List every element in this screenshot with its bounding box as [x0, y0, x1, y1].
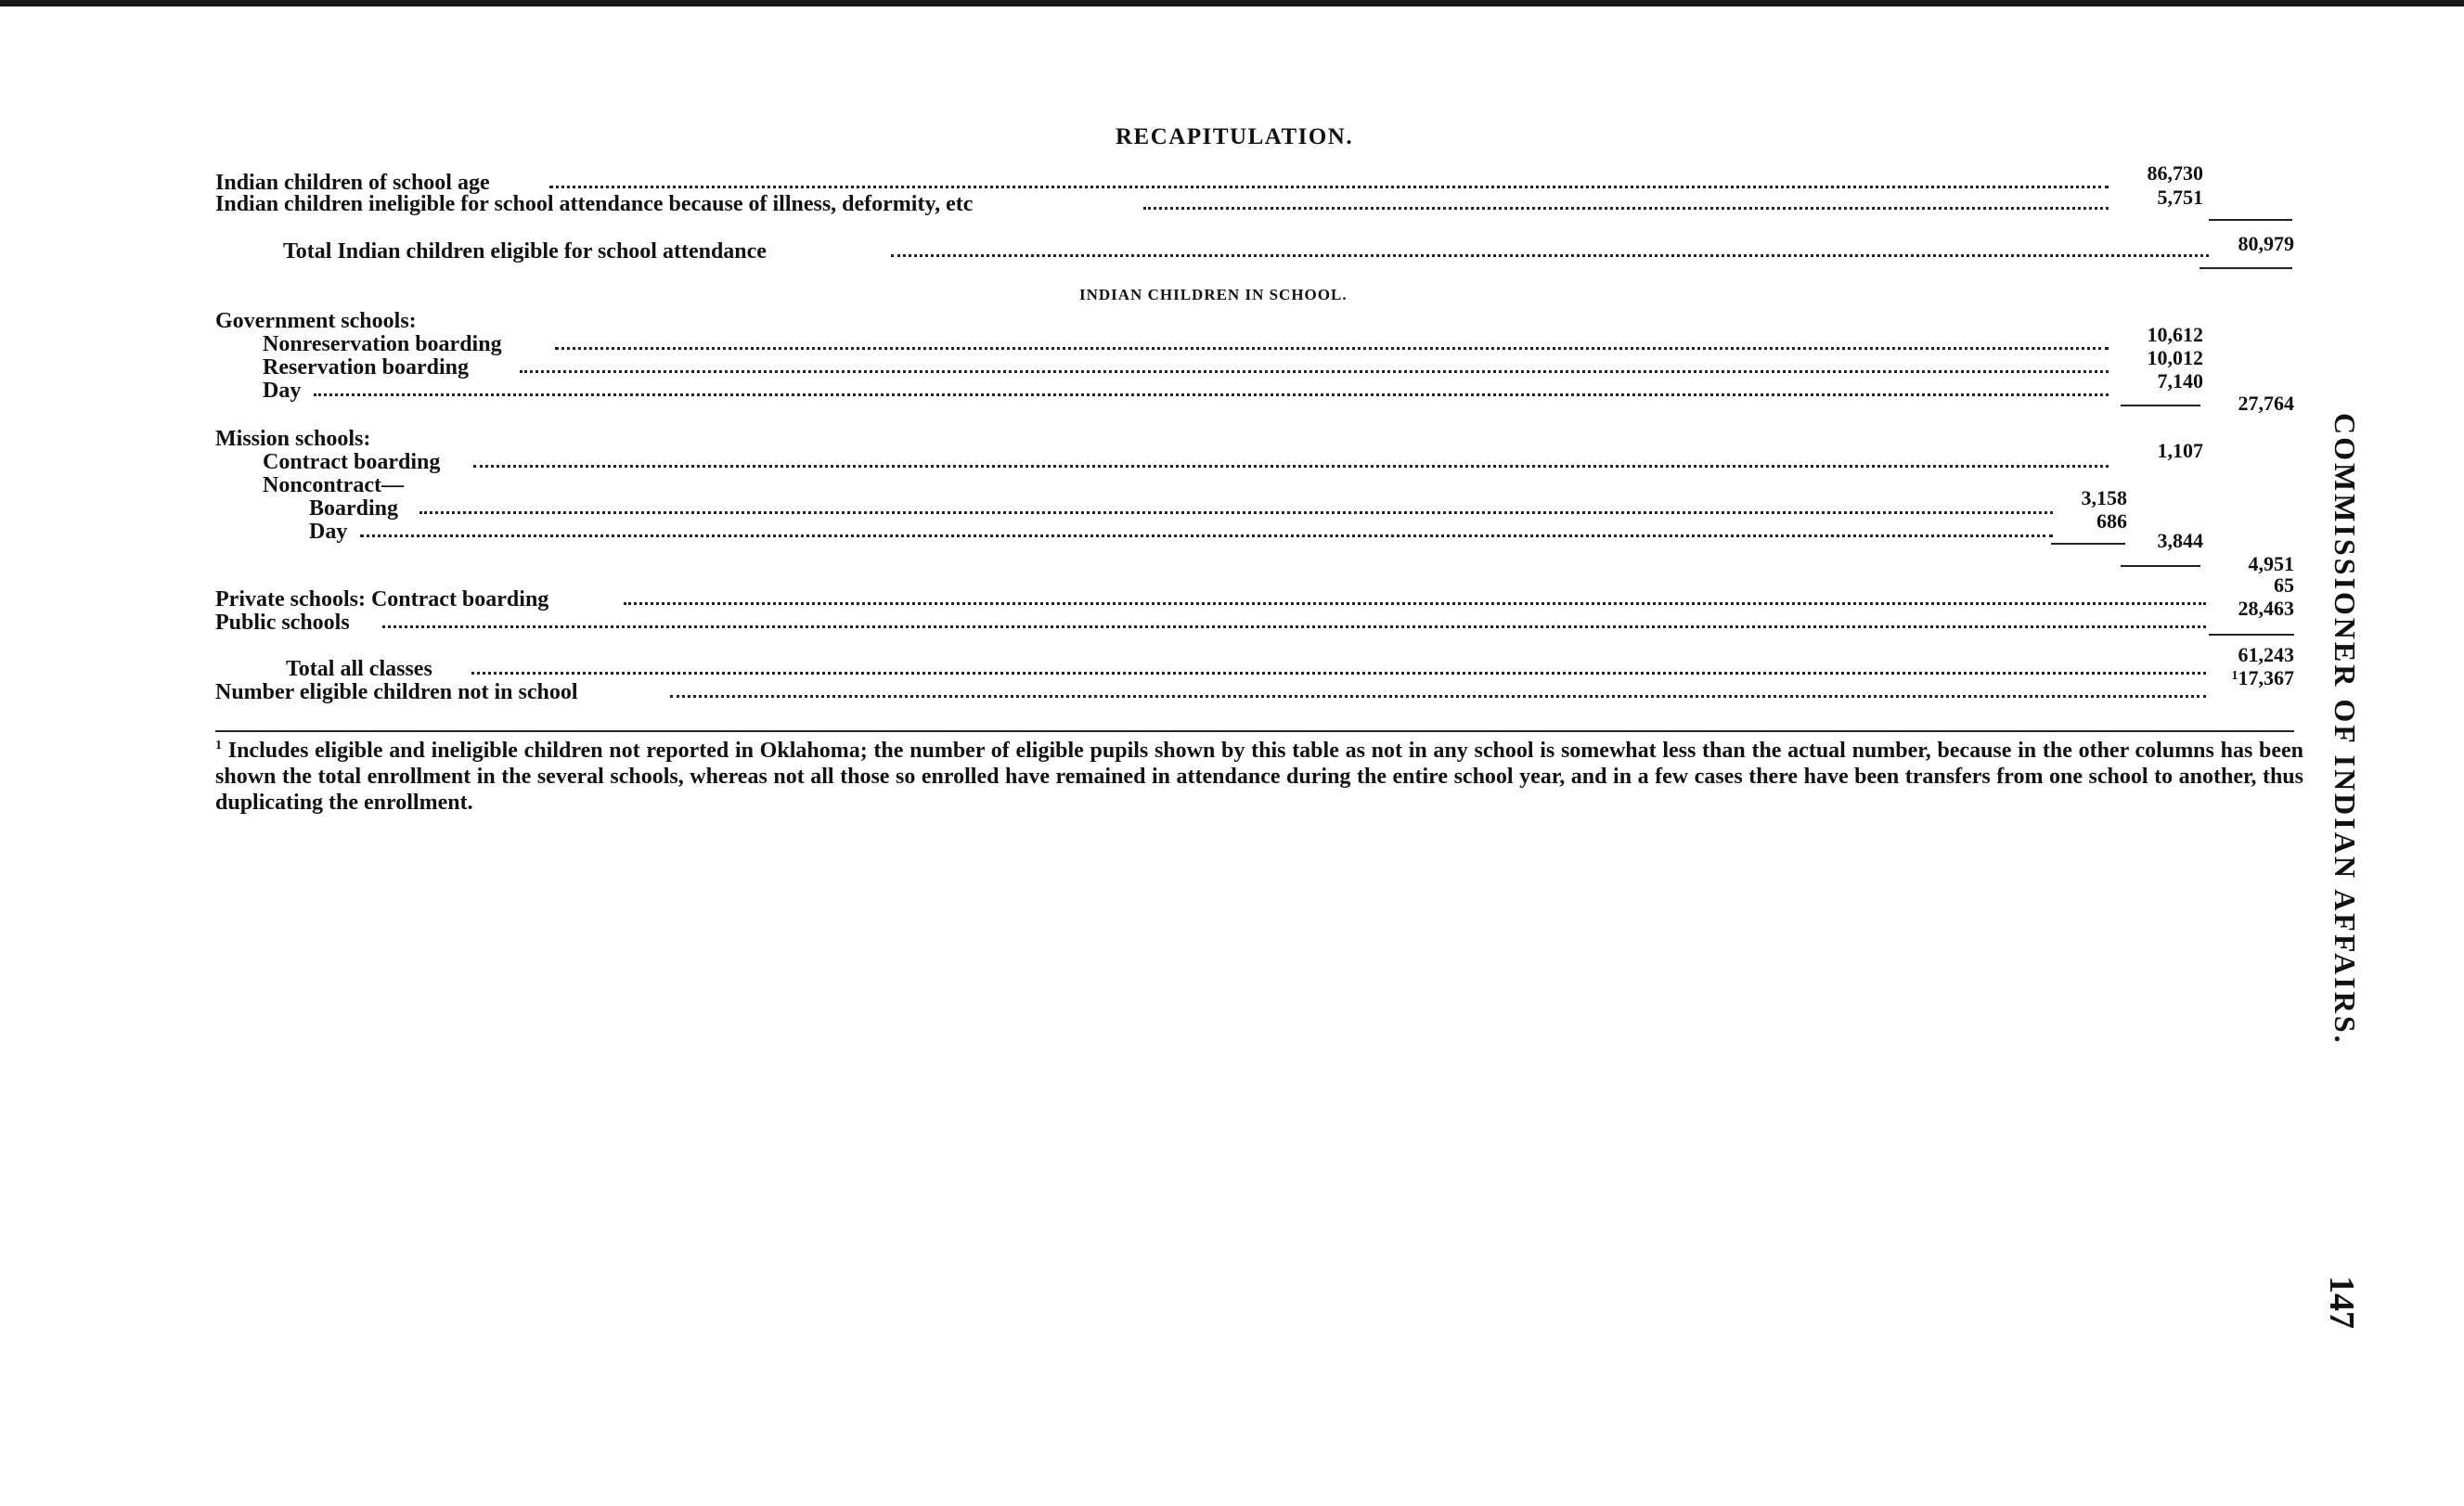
government-total: 27,764: [2238, 392, 2294, 415]
gov-day-value: 7,140: [2157, 369, 2203, 393]
footnote-marker: 1: [215, 739, 222, 753]
mission-day-value: 686: [2096, 509, 2127, 533]
mission-day-label: Day: [309, 520, 348, 544]
leader-dots: [471, 672, 2206, 675]
total-all-value: 61,243: [2238, 643, 2294, 666]
total-all-label: Total all classes: [286, 657, 432, 681]
reservation-label: Reservation boarding: [263, 355, 469, 380]
nonreservation-label: Nonreservation boarding: [263, 332, 502, 356]
contract-boarding-label: Contract boarding: [263, 450, 441, 474]
school-age-label: Indian children of school age: [215, 171, 490, 195]
mission-boarding-value: 3,158: [2081, 486, 2127, 509]
leader-dots: [520, 370, 2109, 373]
not-in-school-value-wrap: [2200, 666, 2294, 690]
total-eligible-label: Total Indian children eligible for school attendance: [283, 239, 767, 264]
ineligible-label: Indian children ineligible for school attendance because of illness, deformity, etc: [215, 192, 974, 216]
sum-rule: [2200, 267, 2292, 269]
private-label: Private schools: Contract boarding: [215, 587, 549, 611]
not-in-school-value: 17,367: [2238, 666, 2294, 689]
leader-dots: [473, 465, 2109, 468]
footnote-rule: [215, 730, 2294, 732]
leader-dots: [891, 254, 2209, 257]
ineligible-value: 5,751: [2157, 186, 2203, 209]
leader-dots: [419, 511, 2053, 514]
public-value: 28,463: [2238, 597, 2294, 620]
leader-dots: [670, 695, 2206, 698]
school-age-value: 86,730: [2147, 161, 2203, 185]
page-number: 147: [2322, 1276, 2361, 1329]
noncontract-total: 3,844: [2157, 529, 2203, 552]
leader-dots: [624, 602, 2206, 605]
sum-rule: [2209, 634, 2294, 636]
page-title: RECAPITULATION.: [1116, 124, 1354, 149]
mission-total: 4,951: [2248, 552, 2294, 575]
leader-dots: [382, 625, 2206, 628]
leader-dots: [1143, 207, 2109, 210]
nonreservation-value: 10,612: [2147, 323, 2203, 346]
mission-boarding-label: Boarding: [309, 496, 399, 521]
footnote-text: Includes eligible and ineligible children not reported in Oklahoma; the number of eligible pupils shown by this table as not in any school is somewhat less than the actual number, because in the other columns has been shown the total enrollment in the several schools, whereas not all those so enrolled have remained in attendance during the entire school year, and in a few cases there have been transfers from one school to another, thus duplicating the enrollment.: [215, 739, 2304, 815]
mission-heading: Mission schools:: [215, 427, 371, 451]
public-label: Public schools: [215, 611, 350, 635]
footnote: [215, 733, 2303, 816]
total-eligible-value: 80,979: [2238, 232, 2294, 255]
sum-rule: [2121, 405, 2200, 406]
gov-day-label: Day: [263, 379, 302, 403]
section-subheading: INDIAN CHILDREN IN SCHOOL.: [1079, 286, 1348, 303]
leader-dots: [555, 347, 2109, 350]
contract-boarding-value: 1,107: [2157, 439, 2203, 462]
reservation-value: 10,012: [2147, 346, 2203, 369]
private-value: 65: [2274, 573, 2294, 597]
sum-rule: [2121, 565, 2200, 567]
scan-top-edge: [0, 0, 2464, 6]
running-head: COMMISSIONER OF INDIAN AFFAIRS.: [2329, 413, 2362, 1046]
sum-rule: [2051, 543, 2125, 545]
not-in-school-label: Number eligible children not in school: [215, 680, 578, 704]
government-heading: Government schools:: [215, 309, 417, 333]
footnote-ref: 1: [2231, 669, 2238, 683]
leader-dots: [314, 393, 2109, 396]
sum-rule: [2209, 219, 2292, 221]
noncontract-label: Noncontract—: [263, 473, 404, 497]
leader-dots: [360, 534, 2053, 537]
leader-dots: [549, 186, 2109, 188]
